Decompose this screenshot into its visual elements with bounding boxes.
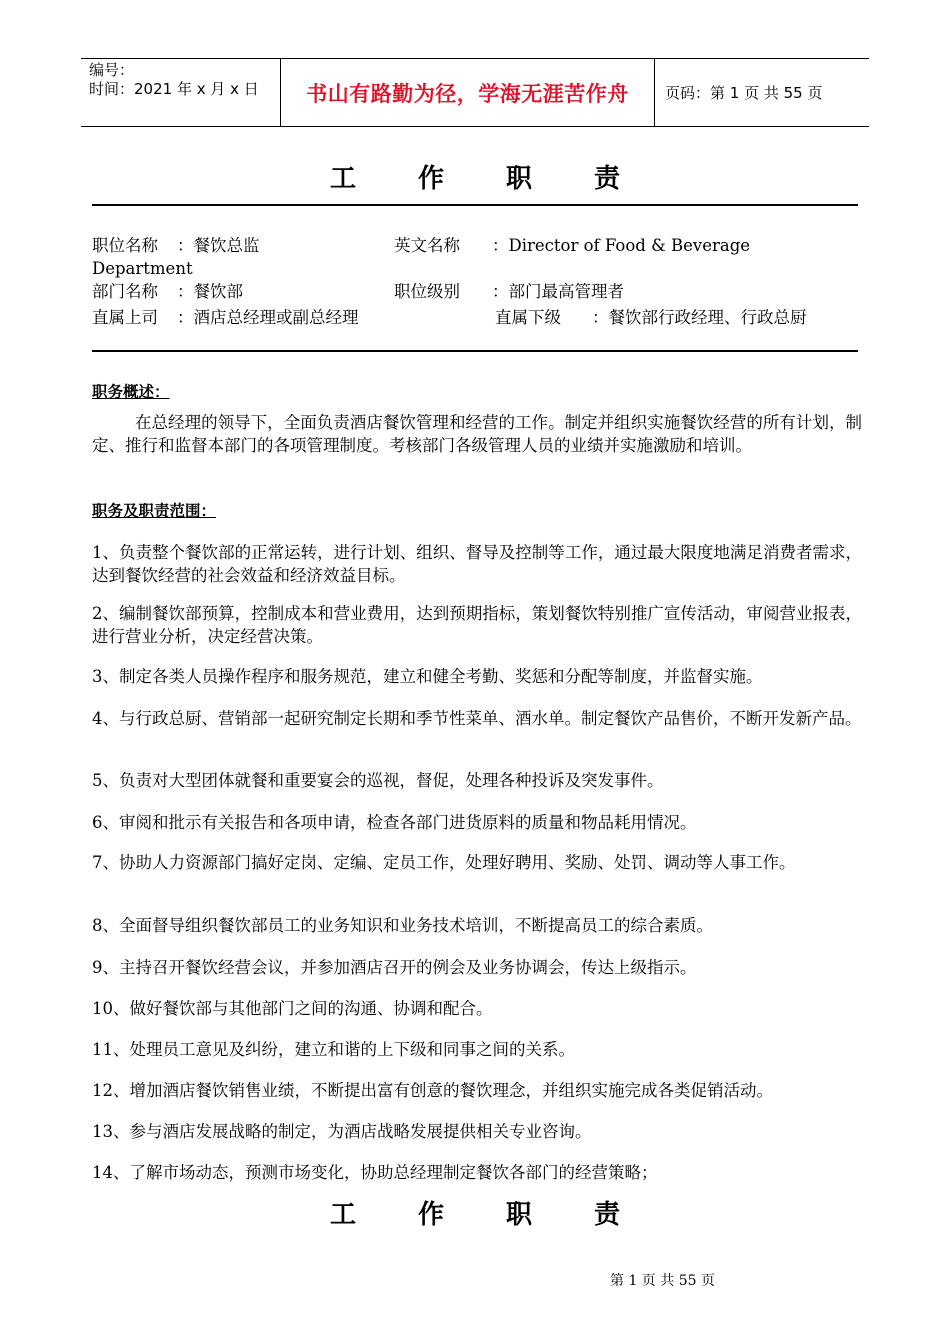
duty-item: 3、制定各类人员操作程序和服务规范，建立和健全考勤、奖惩和分配等制度，并监督实施。 [92,667,763,686]
overview-text: 在总经理的领导下，全面负责酒店餐饮管理和经营的工作。制定并组织实施餐饮经营的所有计划，制定、推行和监督本部门的各项管理制度。考核部门各级管理人员的业绩并实施激励和培训。 [92,413,862,455]
page-title: 工作职责 [329,164,682,194]
department-label: 部门名称 [92,282,158,301]
english-name-label: 英文名称 [394,236,460,255]
header-page-cell [655,59,869,126]
info-divider [92,350,858,352]
document-header [81,58,869,127]
duty-item: 12、增加酒店餐饮销售业绩，不断提出富有创意的餐饮理念，并组织实施完成各类促销活动。 [92,1081,773,1100]
level-label: 职位级别 [394,282,460,301]
duty-item: 5、负责对大型团体就餐和重要宴会的巡视，督促，处理各种投诉及突发事件。 [92,771,664,790]
document-date-label: 时间：2021 年 x 月 x 日 [89,80,259,98]
duty-item: 13、参与酒店发展战略的制定，为酒店战略发展提供相关专业咨询。 [92,1122,592,1141]
superior-value: ：酒店总经理或副总经理 [177,308,359,327]
duty-item: 4、与行政总厨、营销部一起研究制定长期和季节性菜单、酒水单。制定餐饮产品售价，不断开发新产品。 [92,709,862,728]
duty-item: 8、全面督导组织餐饮部员工的业务知识和业务技术培训，不断提高员工的综合素质。 [92,916,713,935]
duty-item: 2、编制餐饮部预算，控制成本和营业费用，达到预期指标，策划餐饮特别推广宣传活动，审阅营业报表，进行营业分析，决定经营决策。 [92,604,862,646]
duty-item: 7、协助人力资源部门搞好定岗、定编、定员工作，处理好聘用、奖励、处罚、调动等人事工作。 [92,853,796,872]
document-number-label: 编号： [89,61,135,79]
page-footer: 第 1 页 共 55 页 [610,1273,715,1289]
position-name-label: 职位名称 [92,236,158,255]
superior-label: 直属上司 [92,308,158,327]
duty-item: 1、负责整个餐饮部的正常运转，进行计划、组织、督导及控制等工作，通过最大限度地满足消费者需求，达到餐饮经营的社会效益和经济效益目标。 [92,543,862,585]
header-meta [81,59,281,126]
header-motto: 书山有路勤为径，学海无涯苦作舟 [306,81,629,106]
overview-heading: 职务概述： [92,383,170,401]
department-value: ：餐饮部 [177,282,243,301]
level-value: ：部门最高管理者 [492,282,624,301]
duty-item: 6、审阅和批示有关报告和各项申请，检查各部门进货原料的质量和物品耗用情况。 [92,813,697,832]
duty-item: 9、主持召开餐饮经营会议，并参加酒店召开的例会及业务协调会，传达上级指示。 [92,958,697,977]
header-page-number: 页码：第 1 页 共 55 页 [665,84,823,102]
position-name-value: ：餐饮总监 [177,236,260,255]
subordinate-value: ：餐饮部行政经理、行政总厨 [592,308,807,327]
subordinate-label: 直属下级 [495,308,561,327]
english-name-value: ：Director of Food & Beverage [492,236,751,255]
title-divider [92,204,858,206]
english-name-continued: Department [92,259,193,278]
header-motto-cell [281,59,655,126]
duties-heading: 职务及职责范围： [92,502,217,520]
page-title-repeat: 工作职责 [329,1200,682,1230]
duty-item: 11、处理员工意见及纠纷，建立和谐的上下级和同事之间的关系。 [92,1040,575,1059]
duty-item: 10、做好餐饮部与其他部门之间的沟通、协调和配合。 [92,999,493,1018]
duty-item: 14、了解市场动态，预测市场变化，协助总经理制定餐饮各部门的经营策略； [92,1163,658,1182]
